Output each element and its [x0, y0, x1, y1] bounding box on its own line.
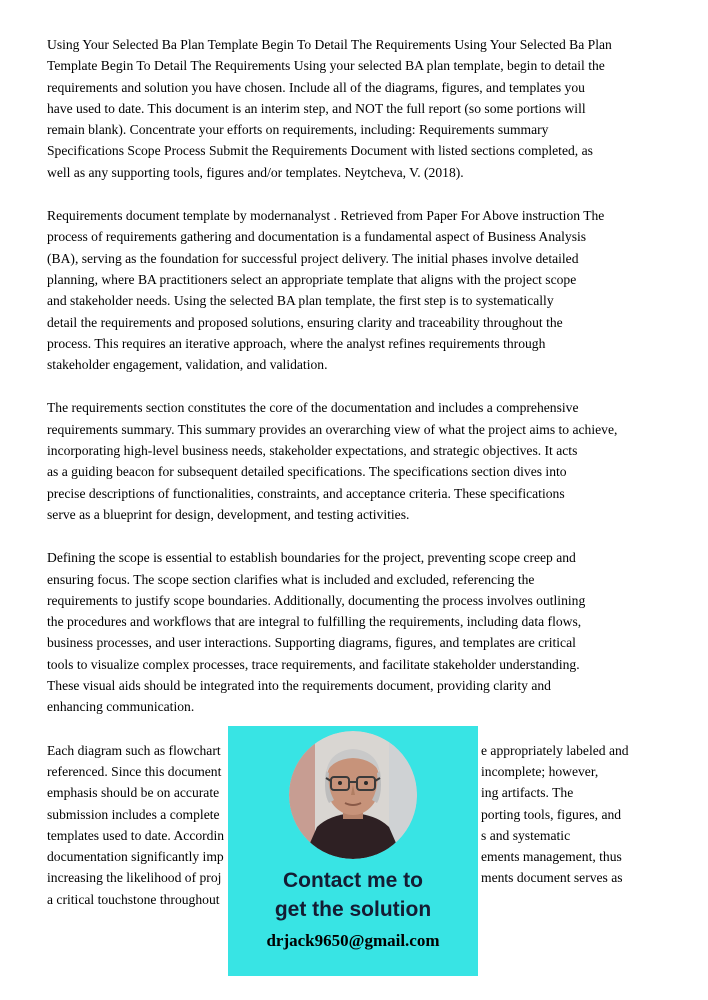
text-fragment-right: ements management, thus	[481, 849, 622, 865]
paragraph	[47, 205, 665, 375]
text-line: the procedures and workflows that are integral to fulfilling the requirements, including data flows,	[47, 614, 582, 630]
text-line: ensuring focus. The scope section clarifies what is included and excluded, referencing the	[47, 571, 535, 587]
text-line: planning, where BA practitioners select an appropriate template that aligns with the project scope	[47, 271, 577, 287]
text-line: requirements to justify scope boundaries. Additionally, documenting the process involves outlining	[47, 592, 586, 608]
contact-photo	[289, 731, 417, 859]
text-line: serve as a blueprint for design, development, and testing activities.	[47, 506, 410, 522]
text-fragment-left: documentation significantly imp	[47, 849, 224, 865]
text-line: remain blank). Concentrate your efforts on requirements, including: Requirements summary	[47, 122, 549, 138]
text-fragment-right: ing artifacts. The	[481, 785, 574, 801]
text-line: (BA), serving as the foundation for successful project delivery. The initial phases involve detailed	[47, 250, 579, 266]
text-fragment-right: incomplete; however,	[481, 763, 599, 779]
contact-email: drjack9650@gmail.com	[266, 931, 440, 950]
text-line: requirements summary. This summary provides an overarching view of what the project aims to achieve,	[47, 421, 618, 437]
text-fragment-left: emphasis should be on accurate	[47, 785, 220, 801]
text-line: process. This requires an iterative approach, where the analyst refines requirements through	[47, 335, 546, 351]
text-line: well as any supporting tools, figures and/or templates. Neytcheva, V. (2018).	[47, 164, 464, 180]
paragraph	[47, 547, 665, 717]
paragraph	[47, 397, 665, 525]
text-fragment-right: e appropriately labeled and	[481, 742, 629, 758]
ad-heading	[228, 866, 478, 924]
text-line: Defining the scope is essential to establish boundaries for the project, preventing scope creep and	[47, 550, 576, 566]
text-fragment-left: Each diagram such as flowchart	[47, 742, 221, 758]
text-line: business processes, and user interactions. Supporting diagrams, figures, and templates are critical	[47, 635, 576, 651]
text-fragment-left: submission includes a complete	[47, 806, 220, 822]
text-line: Using Your Selected Ba Plan Template Begin To Detail The Requirements Using Your Selected Ba Plan	[47, 37, 612, 52]
text-line: as a guiding beacon for subsequent detailed specifications. The specifications section dives into	[47, 464, 567, 480]
text-fragment-left: a critical touchstone throughout	[47, 891, 220, 907]
contact-ad	[228, 726, 478, 976]
paragraph	[47, 34, 665, 183]
text-line: Template Begin To Detail The Requirements Using your selected BA plan template, begin to detail the	[47, 58, 605, 74]
text-line: stakeholder engagement, validation, and validation.	[47, 357, 328, 373]
text-line: These visual aids should be integrated into the requirements document, providing clarity and	[47, 678, 551, 694]
text-line: detail the requirements and proposed solutions, ensuring clarity and traceability throughout the	[47, 314, 563, 330]
text-line: precise descriptions of functionalities, constraints, and acceptance criteria. These specifications	[47, 485, 565, 501]
text-fragment-right: s and systematic	[481, 827, 571, 843]
text-fragment-left: referenced. Since this document	[47, 763, 222, 779]
text-line: Specifications Scope Process Submit the Requirements Document with listed sections completed, as	[47, 143, 593, 159]
ad-heading-line1: Contact me to	[282, 869, 423, 892]
text-line: process of requirements gathering and documentation is a fundamental aspect of Business Analysis	[47, 229, 587, 245]
text-line: requirements and solution you have chosen. Include all of the diagrams, figures, and templates you	[47, 79, 585, 95]
text-fragment-right: ments document serves as	[481, 870, 623, 886]
text-line: enhancing communication.	[47, 699, 195, 715]
text-line: The requirements section constitutes the core of the documentation and includes a comprehensive	[47, 400, 579, 416]
text-fragment-left: templates used to date. Accordin	[47, 827, 225, 843]
ad-heading-line2: get the solution	[274, 898, 432, 921]
text-line: incorporating high-level business needs, stakeholder expectations, and strategic objectives. It acts	[47, 443, 578, 459]
text-fragment-right: porting tools, figures, and	[481, 806, 622, 822]
text-line: Requirements document template by modernanalyst . Retrieved from Paper For Above instruction The	[47, 208, 605, 224]
text-line: and stakeholder needs. Using the selected BA plan template, the first step is to systematically	[47, 293, 554, 309]
contact-photo-graphic	[289, 731, 417, 859]
text-line: have used to date. This document is an interim step, and NOT the full report (so some portions will	[47, 100, 586, 116]
text-fragment-left: increasing the likelihood of proj	[47, 870, 222, 886]
text-line: tools to visualize complex processes, trace requirements, and facilitate stakeholder understanding.	[47, 656, 580, 672]
